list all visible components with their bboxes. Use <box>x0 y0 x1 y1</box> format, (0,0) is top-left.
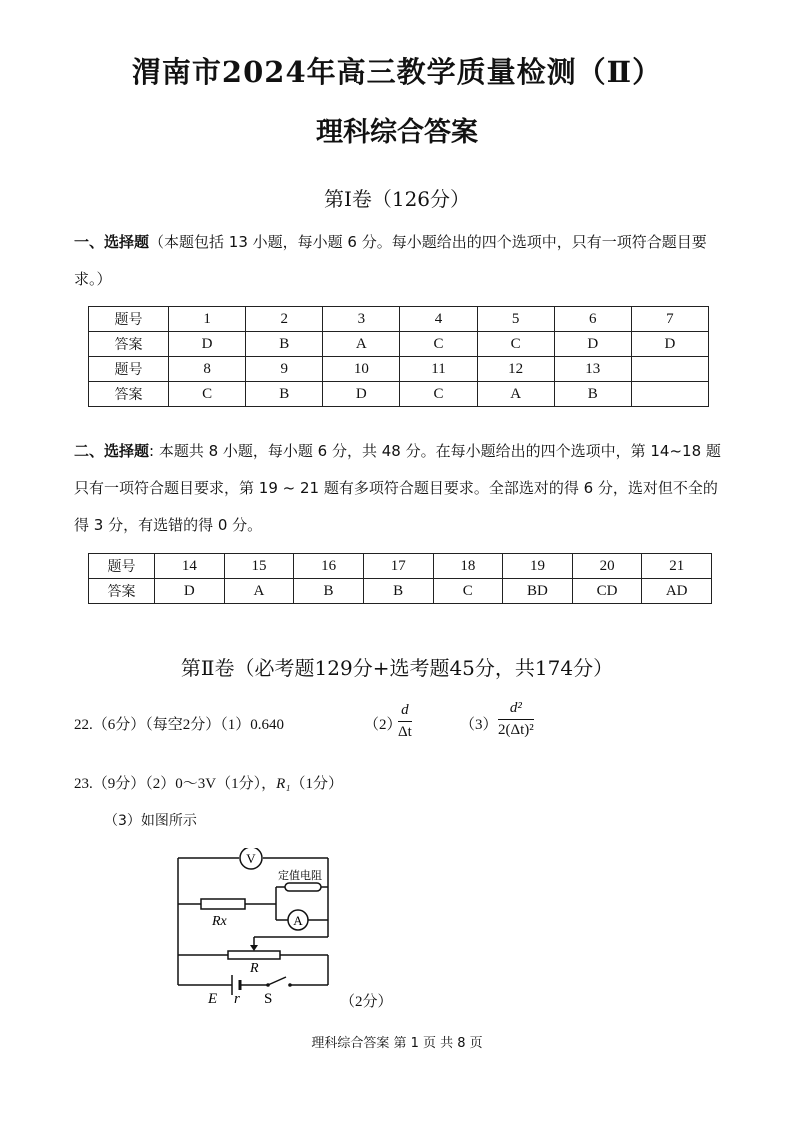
row-label: 答案 <box>89 382 169 407</box>
question-number: 8 <box>169 357 246 382</box>
answer-table-1 <box>88 306 709 407</box>
answer-cell: D <box>554 332 631 357</box>
question-number: 12 <box>477 357 554 382</box>
question-number: 4 <box>400 307 477 332</box>
q22-fraction-1 <box>398 702 412 741</box>
table-row <box>89 382 709 407</box>
answer-cell: CD <box>572 579 642 604</box>
answer-cell: B <box>246 332 323 357</box>
row-label: 答案 <box>89 332 169 357</box>
fraction-denominator: Δt <box>398 724 412 740</box>
answer-cell: B <box>363 579 433 604</box>
answer-cell: A <box>224 579 294 604</box>
q23-line1 <box>74 772 343 793</box>
table-row <box>89 357 709 382</box>
fraction-numerator: d² <box>498 700 534 720</box>
slider-arrow <box>250 945 258 951</box>
answer-cell: A <box>323 332 400 357</box>
rx-label: Rx <box>212 914 227 929</box>
q23-text-b: （1分） <box>290 776 343 792</box>
question-number: 11 <box>400 357 477 382</box>
answer-cell: B <box>554 382 631 407</box>
answer-cell: B <box>294 579 364 604</box>
answer-cell <box>631 382 708 407</box>
switch-contact <box>288 983 292 987</box>
section2-instructions <box>74 433 726 544</box>
answer-cell: B <box>246 382 323 407</box>
question-number: 6 <box>554 307 631 332</box>
switch-contact <box>266 983 270 987</box>
answer-cell: C <box>169 382 246 407</box>
q23-text-a: 23.（9分）（2）0～3V（1分）， <box>74 776 277 792</box>
answer-cell: D <box>323 382 400 407</box>
circuit-diagram <box>168 848 408 1008</box>
ammeter-label: A <box>293 913 303 928</box>
internal-resistance-label: r <box>234 991 240 1007</box>
row-label: 题号 <box>89 357 169 382</box>
part1-heading: 第Ⅰ卷（126分） <box>323 187 471 211</box>
answer-cell: C <box>433 579 503 604</box>
table-row <box>89 307 709 332</box>
answer-cell: D <box>155 579 225 604</box>
q22-prefix: 22.（6分）（每空2分）（1）0.640 <box>74 717 285 733</box>
section1-text: （本题包括 13 小题，每小题 6 分。每小题给出的四个选项中，只有一项符合题目要求。） <box>74 233 707 288</box>
q22-fraction-2 <box>498 700 534 739</box>
table-row <box>89 554 712 579</box>
fixed-resistor-label: 定值电阻 <box>278 869 322 882</box>
question-number: 20 <box>572 554 642 579</box>
q23-line2: （3）如图所示 <box>104 813 197 829</box>
question-number: 9 <box>246 357 323 382</box>
question-number: 10 <box>323 357 400 382</box>
question-number: 16 <box>294 554 364 579</box>
answer-cell: AD <box>642 579 712 604</box>
question-number: 2 <box>246 307 323 332</box>
switch-label: S <box>264 991 273 1007</box>
question-number: 5 <box>477 307 554 332</box>
document-subtitle: 理科综合答案 <box>316 117 478 148</box>
voltmeter-label: V <box>246 851 256 866</box>
fraction-numerator: d <box>398 702 412 722</box>
row-label: 答案 <box>89 579 155 604</box>
section2-head: 二、选择题 <box>74 442 150 460</box>
q22-part2-label: （2） <box>364 717 402 733</box>
rheostat <box>228 951 280 959</box>
rheostat-label: R <box>250 961 259 976</box>
row-label: 题号 <box>89 307 169 332</box>
question-number: 3 <box>323 307 400 332</box>
fixed-resistor <box>285 883 321 891</box>
rx-resistor <box>201 899 245 909</box>
table-row <box>89 579 712 604</box>
part2-heading: 第Ⅱ卷（必考题129分+选考题45分，共174分） <box>180 656 614 680</box>
section1-instructions <box>74 224 726 298</box>
question-number: 19 <box>503 554 573 579</box>
answer-cell: C <box>400 382 477 407</box>
question-number: 13 <box>554 357 631 382</box>
q22-part3-label: （3） <box>460 717 498 733</box>
answer-cell: D <box>169 332 246 357</box>
question-number <box>631 357 708 382</box>
fraction-denominator: 2(Δt)² <box>498 722 534 738</box>
answer-table-2 <box>88 553 712 604</box>
row-label: 题号 <box>89 554 155 579</box>
question-number: 7 <box>631 307 708 332</box>
answer-cell: C <box>400 332 477 357</box>
section1-head: 一、选择题 <box>74 233 150 251</box>
answer-cell: D <box>631 332 708 357</box>
emf-label: E <box>208 991 218 1007</box>
q23-resistor-symbol: R₁ <box>276 776 291 792</box>
question-number: 18 <box>433 554 503 579</box>
section2-text: : 本题共 8 小题，每小题 6 分，共 48 分。在每小题给出的四个选项中，第 14~18 题只有一项符合题目要求，第 19 ~ 21 题有多项符合题目要求。全部选对的得 6 分，选对但不全的得 3 分，有选错的得 0 分。 <box>74 442 721 534</box>
answer-cell: BD <box>503 579 573 604</box>
question-number: 21 <box>642 554 712 579</box>
answer-cell: A <box>477 382 554 407</box>
q23-score: （2分） <box>340 994 393 1010</box>
answer-cell: C <box>477 332 554 357</box>
page-footer: 理科综合答案 第 1 页 共 8 页 <box>311 1036 483 1051</box>
question-number: 14 <box>155 554 225 579</box>
question-number: 1 <box>169 307 246 332</box>
question-number: 17 <box>363 554 433 579</box>
document-title: 渭南市2024年高三教学质量检测（Ⅱ） <box>131 55 663 89</box>
question-number: 15 <box>224 554 294 579</box>
table-row <box>89 332 709 357</box>
